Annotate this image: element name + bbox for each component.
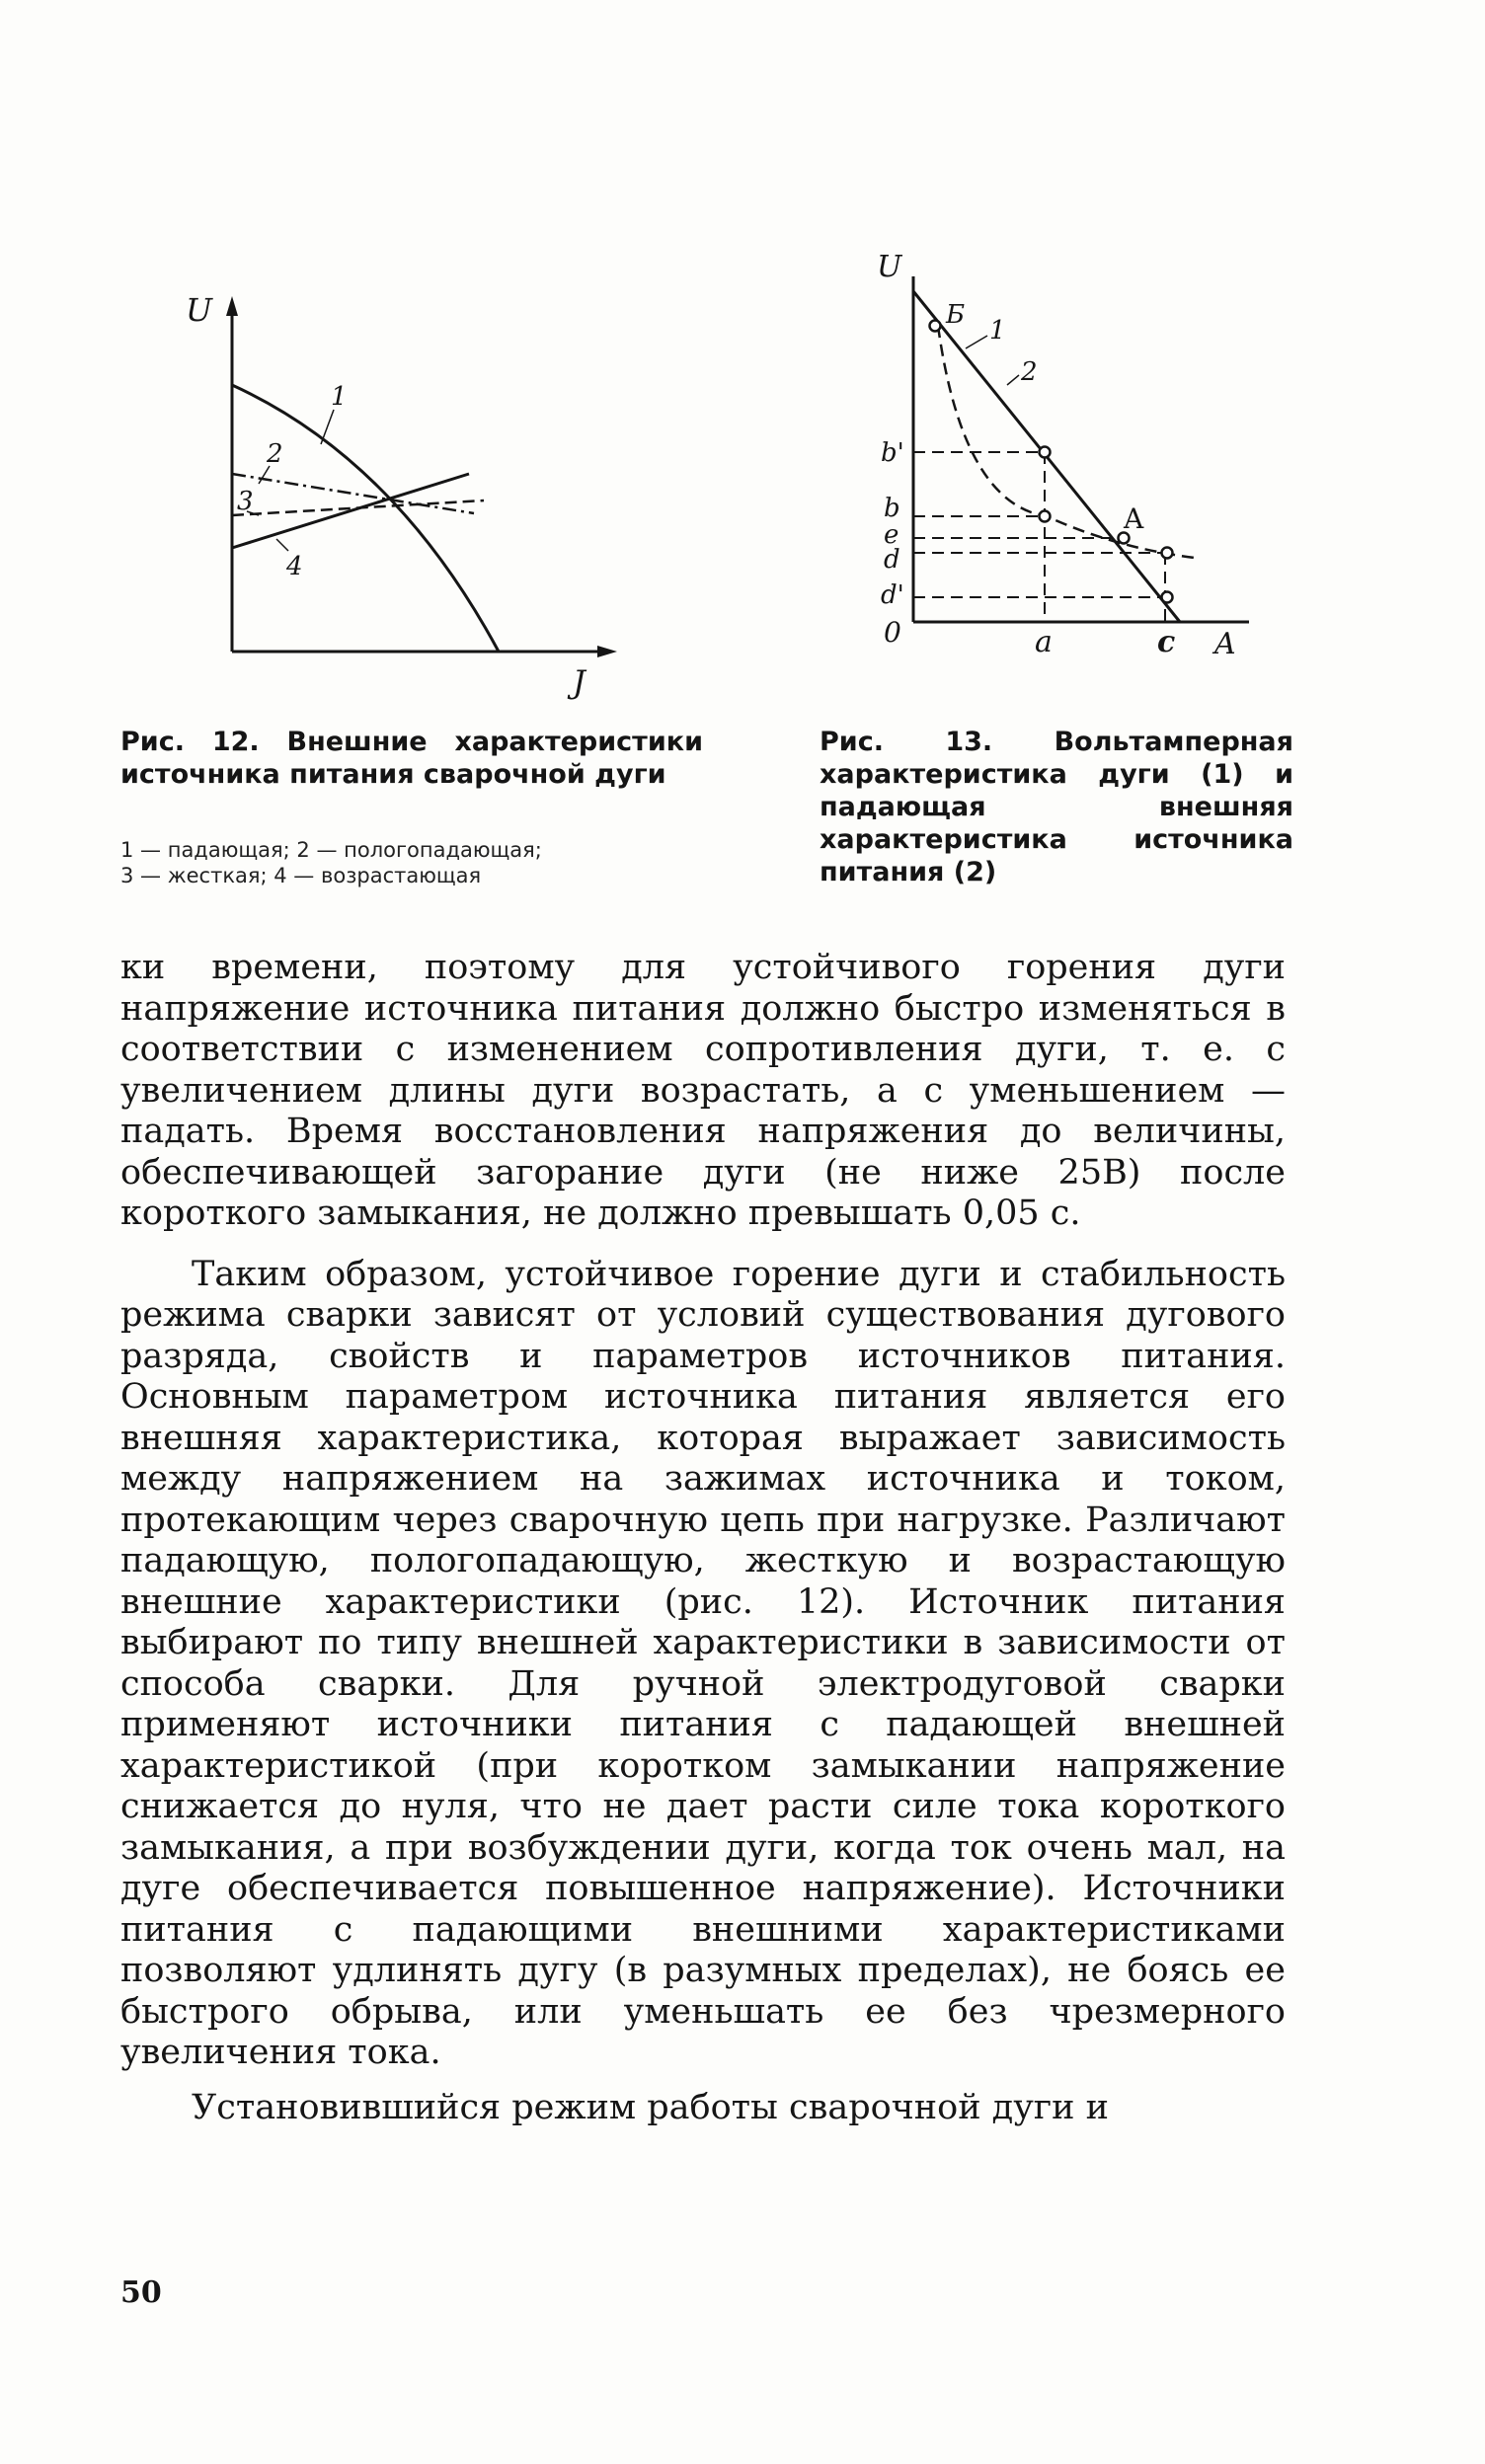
fig13-point-upper xyxy=(1040,447,1051,458)
fig13-axis-y-label: U xyxy=(877,252,902,284)
figure-12 xyxy=(168,286,632,701)
figure-12-legend-line1: 1 — падающая; 2 — пологопадающая; xyxy=(120,838,542,862)
fig13-tick-b: b xyxy=(884,494,900,523)
fig12-label-2: 2 xyxy=(267,439,283,469)
fig13-point-A-label: A xyxy=(1124,502,1144,535)
fig12-curve-gentle xyxy=(232,474,474,513)
fig13-leader-1 xyxy=(966,336,987,348)
figure-13-caption: Рис. 13. Вольтамперная характеристика дуги (1) и падающая внешняя характеристика источника питания (2) xyxy=(820,727,1293,887)
fig13-tick-c: c xyxy=(1157,625,1176,659)
fig12-label-3: 3 xyxy=(237,487,254,516)
fig12-y-arrow xyxy=(226,296,238,316)
fig13-leader-2 xyxy=(1007,375,1019,385)
fig13-tick-d: d xyxy=(884,545,900,575)
fig13-origin-label: 0 xyxy=(884,616,901,649)
figure-13-graph xyxy=(869,252,1264,686)
fig13-curve-label-1: 1 xyxy=(989,316,1006,346)
fig13-curve-2 xyxy=(938,326,1195,558)
fig12-label-1: 1 xyxy=(331,382,348,412)
paragraph-3: Установившийся режим работы сварочной дуги и xyxy=(192,2087,1109,2127)
fig13-point-B xyxy=(930,321,941,332)
fig12-x-arrow xyxy=(597,646,617,657)
paragraph-2: Таким образом, устойчивое горение дуги и стабильность режима сварки зависят от условий существования дугового разряда, свойств и параметров источников питания. Основным параметром источника питания является его внешняя характеристика, которая выражает зависимость между напряжением на зажимах источника и током, протекающим через сварочную цепь при нагрузке. Различают падающую, пологопадающую, жесткую и возрастающую внешние характеристики (рис. 12). Источник питания выбирают по типу внешней характеристики в зависимости от способа сварки. Для ручной электродуговой сварки применяют источники питания с падающей внешней характеристикой (при коротком замыкании напряжение снижается до нуля, что не дает расти силе тока короткого замыкания, а при возбуждении дуги, когда ток очень мал, на дуге обеспечивается повышенное напряжение). Источники питания с падающими внешними характеристиками позволяют удлинять дугу (в разумных пределах), не боясь ее быстрого обрыва, или уменьшать ее без чрезмерного увеличения тока. xyxy=(120,1254,1286,2072)
body-text xyxy=(120,948,1286,2128)
fig13-tick-a: a xyxy=(1035,625,1053,659)
figure-12-legend-line2: 3 — жесткая; 4 — возрастающая xyxy=(120,864,482,887)
fig13-point-low xyxy=(1162,592,1173,603)
fig12-label-4: 4 xyxy=(286,552,303,581)
fig12-curve-falling xyxy=(232,385,499,652)
fig12-axis-x-label: J xyxy=(573,663,586,701)
figure-13 xyxy=(869,252,1264,686)
figure-12-graph xyxy=(168,286,632,701)
page-number: 50 xyxy=(120,2275,162,2310)
fig13-axis-x-label: A xyxy=(1214,627,1236,661)
fig13-point-B-label: Б xyxy=(946,300,966,330)
fig12-leader-1 xyxy=(321,410,334,444)
fig12-leader-4 xyxy=(276,539,288,551)
fig13-tick-e: e xyxy=(884,520,899,550)
fig13-tick-d-prime: d' xyxy=(881,580,904,610)
fig12-curve-rising xyxy=(232,474,469,548)
fig13-tick-b-prime: b' xyxy=(881,438,904,468)
fig13-point-mid xyxy=(1040,511,1051,522)
figure-12-caption: Рис. 12. Внешние характеристики источника питания сварочной дуги xyxy=(120,727,703,790)
paragraph-1: ки времени, поэтому для устойчивого горения дуги напряжение источника питания должно быстро изменяться в соответствии с изменением сопротивления дуги, т. е. с увеличением длины дуги возрастать, а с уменьшением — падать. Время восстановления напряжения до величины, обеспечивающей загорание дуги (не ниже 25В) после короткого замыкания, не должно превышать 0,05 с. xyxy=(120,948,1286,1233)
fig13-curve-label-2: 2 xyxy=(1021,357,1038,387)
fig12-axis-y-label: U xyxy=(186,291,212,329)
fig13-point-right xyxy=(1162,548,1173,559)
